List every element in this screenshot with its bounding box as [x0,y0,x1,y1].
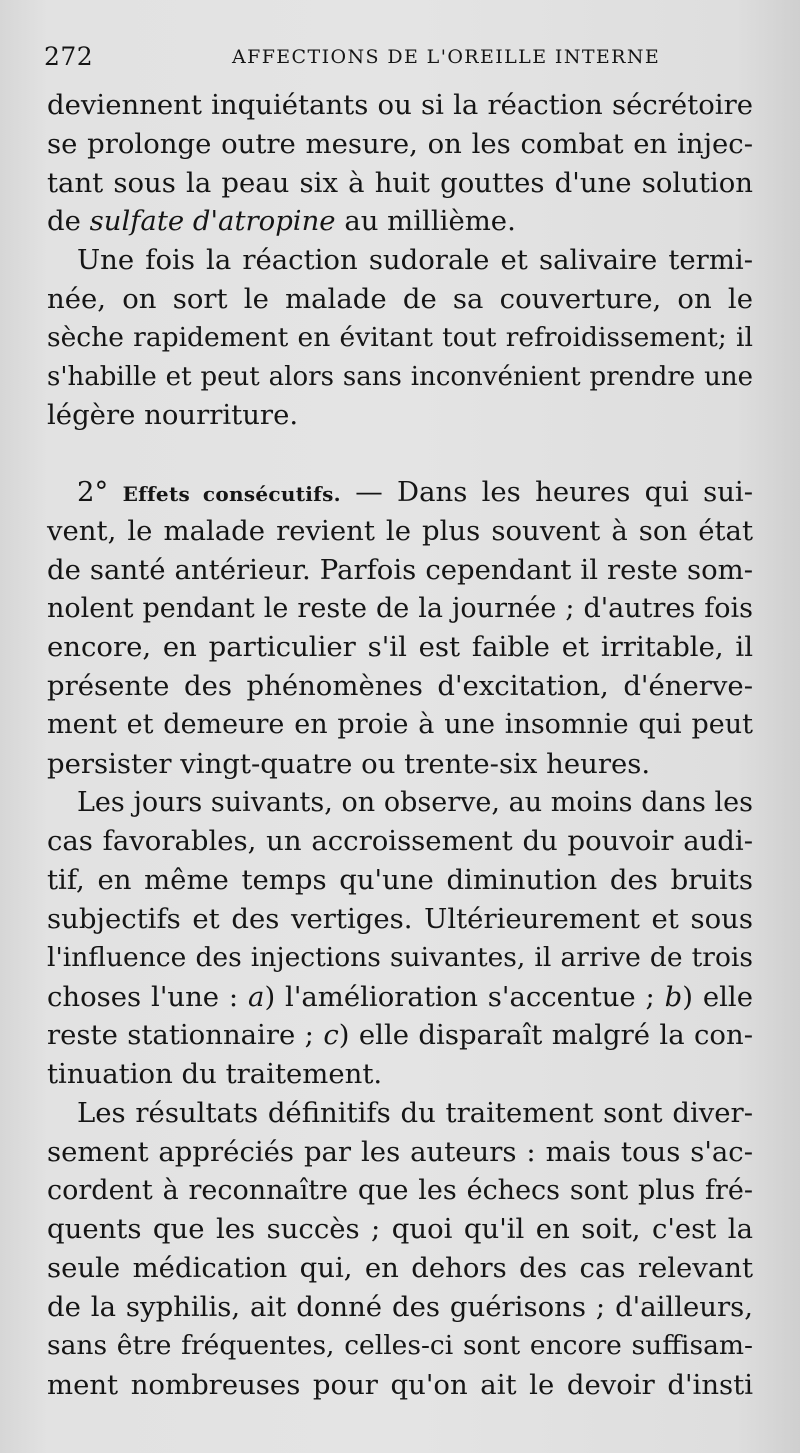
text-run: — Dans les heures qui sui- [340,476,753,509]
page-number: 272 [44,42,94,71]
text-line: ment et demeure en proie à une insomnie qui peut [47,708,753,740]
text-line: tif, en même temps qu'une diminution des bruits [47,864,753,897]
enumerator-c: c [323,1019,339,1052]
text-line [47,202,753,241]
text-run: de [47,205,90,238]
text-line: s'habille et peut alors sans inconvénient prendre une [47,361,753,392]
text-line: ment nombreuses pour qu'on ait le devoir d'insti [47,1368,753,1401]
text-line: sement appréciés par les auteurs : mais tous s'ac- [47,1135,753,1168]
text-line: sèche rapidement en évitant tout refroidissement; il [47,321,753,353]
page-header [44,38,760,78]
paragraph-first-line: Une fois la réaction sudorale et salivaire termi- [77,244,753,277]
text-line: présente des phénomènes d'excitation, d'énerve- [47,670,753,703]
text-line: de santé antérieur. Parfois cependant il reste som- [47,553,753,586]
text-line: quents que les succès ; quoi qu'il en soit, c'est la [47,1213,753,1246]
text-line [47,1016,753,1055]
section-heading: Effets consécutifs. [122,482,341,507]
text-line: l'influence des injections suivantes, il arrive de trois [47,941,753,973]
text-line: sans être fréquentes, celles-ci sont encore suffisam- [47,1329,753,1361]
running-head: AFFECTIONS DE L'OREILLE INTERNE [232,46,661,68]
text-run: au millième. [335,205,516,238]
enumerator-b: b [664,980,683,1013]
text-line: tinuation du traitement. [47,1058,383,1091]
paragraph-first-line: Les jours suivants, on observe, au moins dans les [77,786,753,818]
text-run: ) l'amélioration s'accentue ; [264,980,665,1013]
text-line: vent, le malade revient le plus souvent à son état [47,514,753,547]
body-text [47,86,753,1404]
text-line: subjectifs et des vertiges. Ultérieurement et sous [47,902,753,935]
text-run: ) elle disparaît malgré la con- [338,1019,753,1052]
text-line: cordent à reconnaître que les échecs sont plus fré- [47,1174,753,1206]
italic-term: sulfate d'atropine [89,205,336,238]
section-heading-line [47,473,753,512]
text-line: se prolonge outre mesure, on les combat en injec- [47,127,753,160]
text-run: choses l'une : [47,980,249,1013]
text-run: ) elle [682,980,753,1013]
text-line: encore, en particulier s'il est faible et irritable, il [47,631,753,664]
text-line: née, on sort le malade de sa couverture, on le [47,282,753,315]
text-line: seule médication qui, en dehors des cas relevant [47,1252,753,1285]
text-line: persister vingt-quatre ou trente-six heures. [47,747,651,780]
text-line: légère nourriture. [47,399,299,432]
paragraph-first-line: Les résultats définitifs du traitement sont diver- [77,1096,753,1129]
enumerator-a: a [248,980,265,1013]
text-line: de la syphilis, ait donné des guérisons ; d'ailleurs, [47,1290,753,1323]
text-line: nolent pendant le reste de la journée ; d'autres fois [47,592,753,624]
text-run: reste stationnaire ; [47,1019,324,1052]
text-line: deviennent inquiétants ou si la réaction sécrétoire [47,89,753,121]
section-number: 2° [77,476,123,509]
section-spacer [47,435,753,473]
text-line: tant sous la peau six à huit gouttes d'une solution [47,166,753,199]
text-line: cas favorables, un accroissement du pouvoir audi- [47,825,753,858]
text-line [47,978,753,1017]
